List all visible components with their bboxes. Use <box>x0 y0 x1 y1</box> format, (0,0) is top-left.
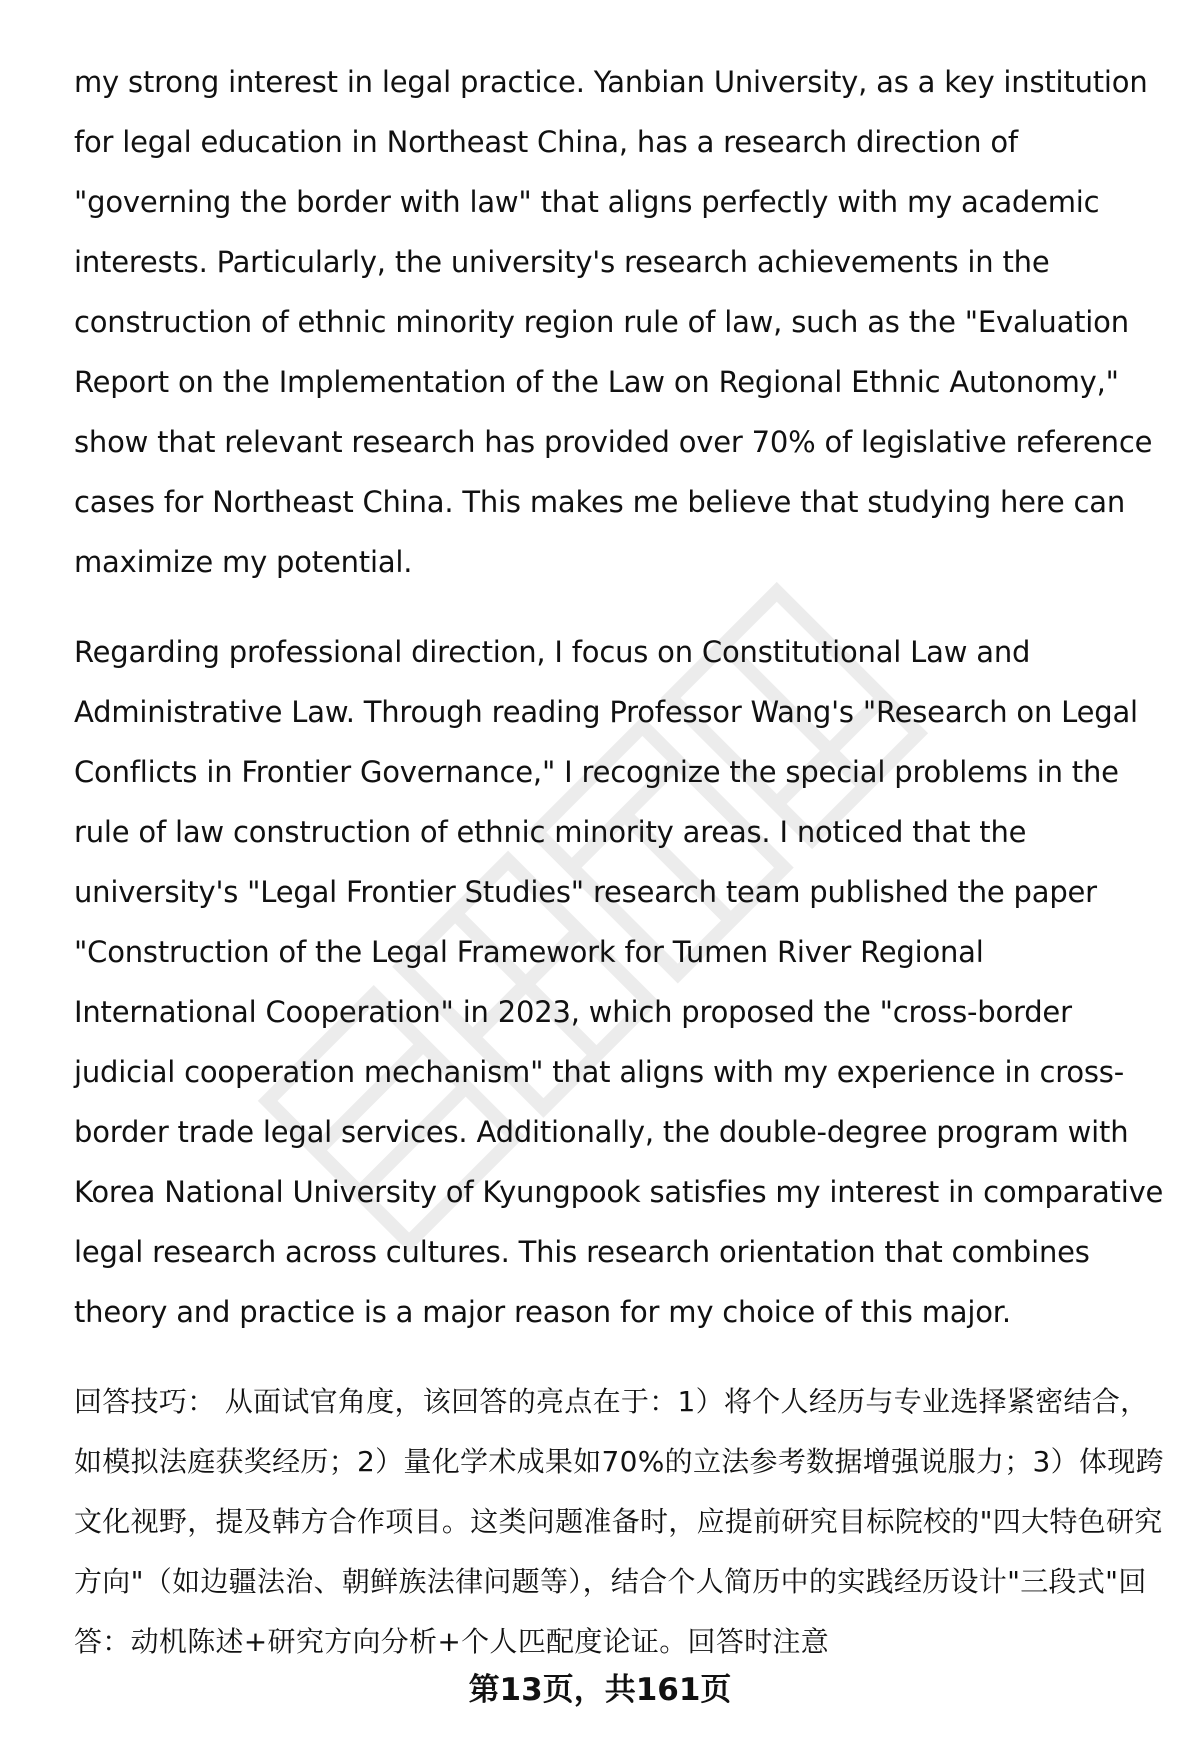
paragraph-professional-direction: Regarding professional direction, I focus on Constitutional Law and Administrative Law. Through reading Professor Wang's "Research on Legal Conflicts in Frontier Governance," I recognize the special problems in the rule of law construction of ethnic minority areas. I noticed that the university's "Legal Frontier Studies" research team published the paper "Construction of the Legal Framework for Tumen River Regional International Cooperation" in 2023, which proposed the "cross-border judicial cooperation mechanism" that aligns with my experience in cross-border trade legal services. Additionally, the double-degree program with Korea National University of Kyungpook satisfies my interest in comparative legal research across cultures. This research orientation that combines theory and practice is a major reason for my choice of this major. <box>74 635 1164 1329</box>
paragraph-university-motivation: my strong interest in legal practice. Yanbian University, as a key institution for legal education in Northeast China, has a research direction of "governing the border with law" that aligns perfectly with my academic interests. Particularly, the university's research achievements in the construction of ethnic minority region rule of law, such as the "Evaluation Report on the Implementation of the Law on Regional Ethnic Autonomy," show that relevant research has provided over 70% of legislative reference cases for Northeast China. This makes me believe that studying here can maximize my potential. <box>74 65 1153 579</box>
paragraph-answer-tips: 回答技巧： 从面试官角度，该回答的亮点在于：1）将个人经历与专业选择紧密结合，如模拟法庭获奖经历；2）量化学术成果如70%的立法参考数据增强说服力；3）体现跨文化视野，提及韩方合作项目。这类问题准备时，应提前研究目标院校的"四大特色研究方向"（如边疆法治、朝鲜族法律问题等），结合个人简历中的实践经历设计"三段式"回答：动机陈述+研究方向分析+个人匹配度论证。回答时注意 <box>74 1385 1164 1658</box>
document-body <box>74 52 1164 1672</box>
page-number: 第13页，共161页 <box>468 1672 732 1708</box>
